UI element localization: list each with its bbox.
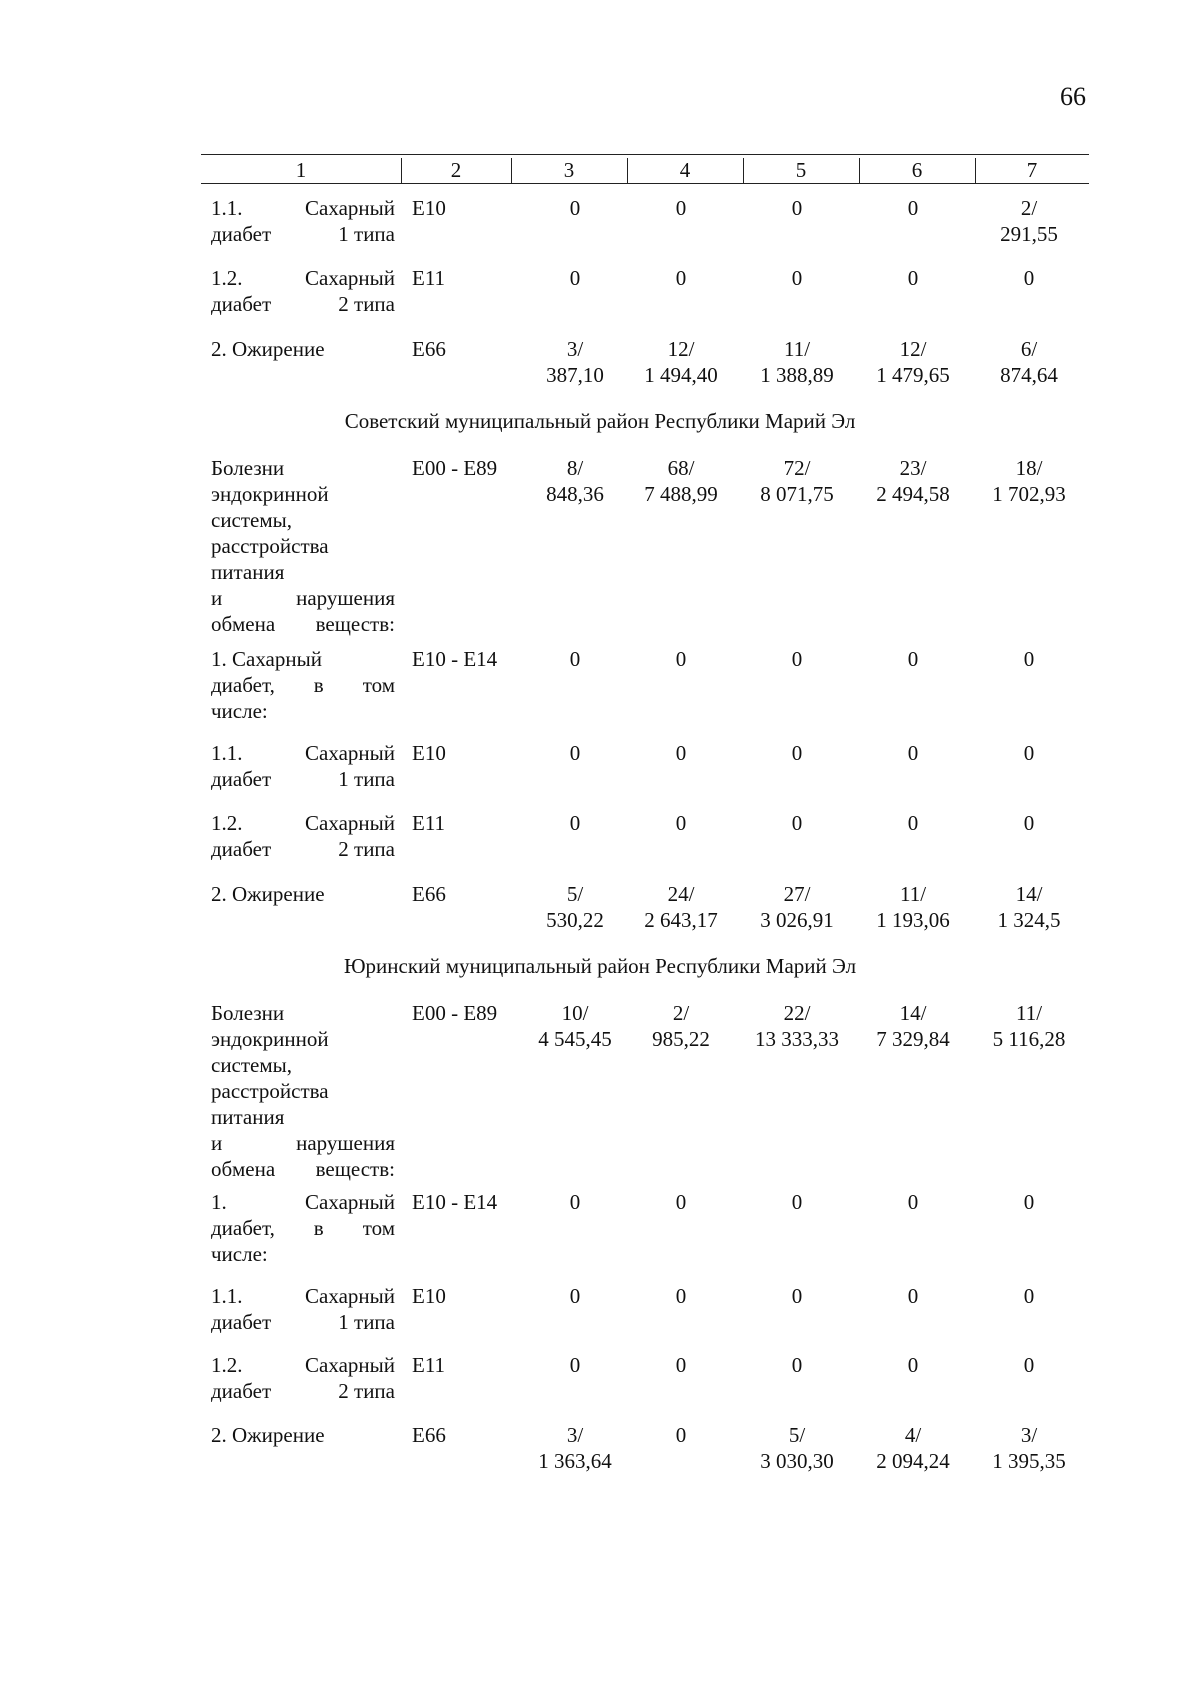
row-code: E10 - E14 xyxy=(412,1190,498,1214)
value-cell xyxy=(517,740,633,766)
header-cell: 1 xyxy=(295,158,307,182)
row-name-word: веществ: xyxy=(315,612,395,636)
value-cell xyxy=(623,810,739,836)
row-name-line xyxy=(211,585,395,611)
value-cell xyxy=(623,1000,739,1052)
value-cell xyxy=(739,740,855,766)
row-name-word: питания xyxy=(211,560,285,584)
row-name-word: 2 типа xyxy=(338,292,395,316)
value-cell xyxy=(855,195,971,221)
value-rate: 1 395,35 xyxy=(992,1449,1066,1473)
value-count: 0 xyxy=(1023,1190,1035,1214)
row-code: E66 xyxy=(412,1423,446,1447)
value-cell xyxy=(739,1422,855,1474)
row-name-word: 2. Ожирение xyxy=(211,337,325,361)
value-count: 0 xyxy=(791,741,803,765)
header-cell: 4 xyxy=(679,158,691,182)
value-cell xyxy=(855,336,971,388)
value-count: 0 xyxy=(791,1190,803,1214)
row-name-word: 1 типа xyxy=(338,1310,395,1334)
value-cell xyxy=(517,265,633,291)
value-cell xyxy=(855,1352,971,1378)
header-divider xyxy=(511,158,512,183)
row-name-line xyxy=(211,1052,395,1078)
value-cell xyxy=(623,1352,739,1378)
value-cell xyxy=(971,455,1087,507)
value-count: 3/ xyxy=(1020,1423,1038,1447)
row-name-word: Болезни xyxy=(211,1001,285,1025)
row-name-line xyxy=(211,221,395,247)
value-cell xyxy=(517,1422,633,1474)
row-name-line xyxy=(211,559,395,585)
row-name-line xyxy=(211,533,395,559)
row-name-word: 1 типа xyxy=(338,767,395,791)
header-top-rule xyxy=(201,154,1089,155)
value-cell xyxy=(971,1283,1087,1309)
value-count: 6/ xyxy=(1020,337,1038,361)
value-cell xyxy=(855,1189,971,1215)
value-rate: 1 363,64 xyxy=(538,1449,612,1473)
row-name-line xyxy=(211,455,395,481)
value-cell xyxy=(739,646,855,672)
value-cell xyxy=(517,646,633,672)
value-count: 0 xyxy=(675,266,687,290)
row-name-word: диабет xyxy=(211,1310,272,1334)
value-cell xyxy=(739,1000,855,1052)
value-cell xyxy=(971,1189,1087,1215)
row-code: E00 - E89 xyxy=(412,456,498,480)
value-count: 0 xyxy=(675,196,687,220)
value-count: 0 xyxy=(791,196,803,220)
value-cell xyxy=(623,265,739,291)
value-rate: 2 094,24 xyxy=(876,1449,950,1473)
row-name xyxy=(211,455,395,637)
row-name-line xyxy=(211,836,395,862)
row-name-line xyxy=(211,1283,395,1309)
value-cell xyxy=(971,1000,1087,1052)
row-name-word: расстройства xyxy=(211,1079,329,1103)
value-count: 4/ xyxy=(904,1423,922,1447)
row-name xyxy=(211,1189,395,1267)
row-name-word: 2 типа xyxy=(338,837,395,861)
row-name-word: 1 типа xyxy=(338,222,395,246)
value-count: 11/ xyxy=(783,337,811,361)
value-cell xyxy=(971,881,1087,933)
value-cell xyxy=(623,646,739,672)
value-cell xyxy=(855,810,971,836)
row-name-word: эндокринной xyxy=(211,1027,329,1051)
value-rate: 985,22 xyxy=(652,1027,710,1051)
value-cell xyxy=(971,1422,1087,1474)
value-cell xyxy=(517,336,633,388)
row-code: E66 xyxy=(412,337,446,361)
row-name-word: в xyxy=(313,673,324,697)
row-name-word: Сахарный xyxy=(305,1284,395,1308)
value-count: 0 xyxy=(907,741,919,765)
value-cell xyxy=(971,646,1087,672)
value-count: 0 xyxy=(791,1353,803,1377)
row-name-line xyxy=(211,1104,395,1130)
header-divider xyxy=(975,158,976,183)
value-count: 0 xyxy=(1023,741,1035,765)
value-count: 0 xyxy=(907,811,919,835)
value-count: 0 xyxy=(569,1190,581,1214)
header-divider xyxy=(401,158,402,183)
row-name-word: числе: xyxy=(211,1242,268,1266)
value-count: 14/ xyxy=(1015,882,1043,906)
row-name-line xyxy=(211,646,395,672)
value-count: 0 xyxy=(1023,647,1035,671)
value-cell xyxy=(971,810,1087,836)
row-name-line xyxy=(211,481,395,507)
value-rate: 1 388,89 xyxy=(760,363,834,387)
row-name-word: веществ: xyxy=(315,1157,395,1181)
value-cell xyxy=(739,195,855,221)
row-name xyxy=(211,646,395,724)
value-cell xyxy=(623,1422,739,1448)
value-count: 0 xyxy=(1023,811,1035,835)
value-cell xyxy=(855,740,971,766)
row-name-word: Сахарный xyxy=(305,811,395,835)
value-cell xyxy=(517,455,633,507)
row-name-word: Сахарный xyxy=(305,1190,395,1214)
row-name-line xyxy=(211,336,395,362)
value-count: 2/ xyxy=(1020,196,1038,220)
row-name-word: Сахарный xyxy=(305,741,395,765)
header-row xyxy=(201,158,1089,182)
header-cell: 6 xyxy=(911,158,923,182)
row-name xyxy=(211,195,395,247)
value-rate: 874,64 xyxy=(1000,363,1058,387)
value-count: 27/ xyxy=(783,882,811,906)
value-count: 12/ xyxy=(667,337,695,361)
value-count: 5/ xyxy=(788,1423,806,1447)
value-count: 0 xyxy=(1023,1284,1035,1308)
value-cell xyxy=(855,1422,971,1474)
row-name-word: в xyxy=(313,1216,324,1240)
value-cell xyxy=(623,336,739,388)
row-name-word: 2. Ожирение xyxy=(211,1423,325,1447)
value-count: 0 xyxy=(907,1284,919,1308)
value-rate: 2 494,58 xyxy=(876,482,950,506)
row-name-word: 1.1. xyxy=(211,741,243,765)
row-name-line xyxy=(211,195,395,221)
header-bottom-rule xyxy=(201,183,1089,184)
row-code: E10 xyxy=(412,741,446,765)
value-cell xyxy=(517,1189,633,1215)
row-name-word: обмена xyxy=(211,1157,276,1181)
value-cell xyxy=(855,1283,971,1309)
value-cell xyxy=(623,1283,739,1309)
row-name-word: обмена xyxy=(211,612,276,636)
header-divider xyxy=(743,158,744,183)
value-cell xyxy=(517,1000,633,1052)
value-count: 68/ xyxy=(667,456,695,480)
row-name-word: том xyxy=(362,1216,395,1240)
row-name-line xyxy=(211,1309,395,1335)
value-cell xyxy=(517,1283,633,1309)
value-cell xyxy=(971,1352,1087,1378)
row-name-word: нарушения xyxy=(296,586,395,610)
value-count: 0 xyxy=(1023,1353,1035,1377)
row-name-line xyxy=(211,698,395,724)
value-cell xyxy=(739,1352,855,1378)
value-count: 23/ xyxy=(899,456,927,480)
value-count: 0 xyxy=(1023,266,1035,290)
value-cell xyxy=(517,810,633,836)
value-count: 0 xyxy=(907,266,919,290)
row-name-word: расстройства xyxy=(211,534,329,558)
value-count: 0 xyxy=(569,1284,581,1308)
value-cell xyxy=(855,455,971,507)
value-count: 11/ xyxy=(899,882,927,906)
row-name xyxy=(211,1352,395,1404)
value-cell xyxy=(855,265,971,291)
value-cell xyxy=(739,810,855,836)
row-name-word: 1.1. xyxy=(211,196,243,220)
value-cell xyxy=(855,646,971,672)
value-count: 0 xyxy=(791,1284,803,1308)
row-name-line xyxy=(211,265,395,291)
value-rate: 7 488,99 xyxy=(644,482,718,506)
row-name xyxy=(211,810,395,862)
row-name-word: диабет, xyxy=(211,1216,275,1240)
row-name-word: и xyxy=(211,586,223,610)
value-count: 12/ xyxy=(899,337,927,361)
value-rate: 1 494,40 xyxy=(644,363,718,387)
value-cell xyxy=(739,336,855,388)
row-name xyxy=(211,881,395,907)
row-name xyxy=(211,740,395,792)
value-cell xyxy=(623,881,739,933)
row-name-word: Сахарный xyxy=(305,1353,395,1377)
row-name-word: эндокринной xyxy=(211,482,329,506)
row-code: E10 xyxy=(412,1284,446,1308)
value-count: 14/ xyxy=(899,1001,927,1025)
value-count: 24/ xyxy=(667,882,695,906)
row-name-line xyxy=(211,881,395,907)
value-count: 0 xyxy=(791,647,803,671)
value-count: 0 xyxy=(675,811,687,835)
row-name-word: 1.2. xyxy=(211,811,243,835)
row-name-word: числе: xyxy=(211,699,268,723)
value-rate: 8 071,75 xyxy=(760,482,834,506)
row-name xyxy=(211,336,395,362)
row-name-word: 1.1. xyxy=(211,1284,243,1308)
value-count: 18/ xyxy=(1015,456,1043,480)
row-name-word: нарушения xyxy=(296,1131,395,1155)
row-name-word: диабет, xyxy=(211,673,275,697)
row-name-line xyxy=(211,1215,395,1241)
row-name-line xyxy=(211,1378,395,1404)
value-rate: 291,55 xyxy=(1000,222,1058,246)
value-count: 0 xyxy=(569,741,581,765)
row-code: E10 xyxy=(412,196,446,220)
row-name xyxy=(211,1000,395,1182)
value-cell xyxy=(623,195,739,221)
value-count: 0 xyxy=(907,1353,919,1377)
header-cell: 2 xyxy=(450,158,462,182)
value-count: 10/ xyxy=(561,1001,589,1025)
section-title: Юринский муниципальный район Республики Марий Эл xyxy=(343,954,857,978)
value-count: 0 xyxy=(675,1423,687,1447)
value-rate: 13 333,33 xyxy=(755,1027,839,1051)
header-divider xyxy=(859,158,860,183)
row-name-word: Сахарный xyxy=(305,196,395,220)
value-count: 3/ xyxy=(566,337,584,361)
value-cell xyxy=(517,195,633,221)
row-name-line xyxy=(211,611,395,637)
row-name-line xyxy=(211,1156,395,1182)
header-cell: 3 xyxy=(563,158,575,182)
value-count: 0 xyxy=(675,1284,687,1308)
value-cell xyxy=(971,336,1087,388)
row-name-line xyxy=(211,291,395,317)
value-rate: 5 116,28 xyxy=(992,1027,1066,1051)
value-count: 0 xyxy=(907,196,919,220)
row-name-line xyxy=(211,1130,395,1156)
value-count: 0 xyxy=(569,1353,581,1377)
value-count: 0 xyxy=(569,196,581,220)
value-count: 0 xyxy=(907,1190,919,1214)
row-code: E11 xyxy=(412,811,446,835)
row-name-word: и xyxy=(211,1131,223,1155)
row-name-line xyxy=(211,1241,395,1267)
row-name xyxy=(211,1283,395,1335)
value-count: 5/ xyxy=(566,882,584,906)
header-cell: 5 xyxy=(795,158,807,182)
row-name-word: системы, xyxy=(211,508,293,532)
value-rate: 1 479,65 xyxy=(876,363,950,387)
value-count: 11/ xyxy=(1015,1001,1043,1025)
row-name-line xyxy=(211,1000,395,1026)
row-name-word: диабет xyxy=(211,292,272,316)
value-count: 0 xyxy=(791,811,803,835)
row-name-line xyxy=(211,507,395,533)
value-count: 0 xyxy=(569,647,581,671)
row-name-line xyxy=(211,1189,395,1215)
row-name-word: диабет xyxy=(211,767,272,791)
row-name-word: питания xyxy=(211,1105,285,1129)
value-cell xyxy=(517,881,633,933)
value-cell xyxy=(739,881,855,933)
row-name-line xyxy=(211,810,395,836)
value-rate: 1 193,06 xyxy=(876,908,950,932)
section-title: Советский муниципальный район Республики Марий Эл xyxy=(344,409,856,433)
value-cell xyxy=(855,881,971,933)
row-name-line xyxy=(211,740,395,766)
value-rate: 1 324,5 xyxy=(997,908,1061,932)
value-cell xyxy=(971,195,1087,247)
header-divider xyxy=(627,158,628,183)
value-rate: 1 702,93 xyxy=(992,482,1066,506)
row-code: E11 xyxy=(412,1353,446,1377)
row-name-word: диабет xyxy=(211,222,272,246)
row-name-word: 1. xyxy=(211,1190,227,1214)
value-rate: 530,22 xyxy=(546,908,604,932)
page-number: 66 xyxy=(1060,82,1086,111)
value-count: 8/ xyxy=(566,456,584,480)
value-count: 0 xyxy=(675,1353,687,1377)
value-cell xyxy=(739,265,855,291)
value-rate: 848,36 xyxy=(546,482,604,506)
value-count: 0 xyxy=(675,741,687,765)
row-code: E10 - E14 xyxy=(412,647,498,671)
row-name-word: 2. Ожирение xyxy=(211,882,325,906)
value-rate: 4 545,45 xyxy=(538,1027,612,1051)
value-cell xyxy=(623,1189,739,1215)
value-count: 22/ xyxy=(783,1001,811,1025)
header-cell: 7 xyxy=(1026,158,1038,182)
value-cell xyxy=(517,1352,633,1378)
row-name-line xyxy=(211,1352,395,1378)
value-count: 2/ xyxy=(672,1001,690,1025)
row-name-line xyxy=(211,1078,395,1104)
value-cell xyxy=(971,740,1087,766)
row-name-word: 1. Сахарный xyxy=(211,647,322,671)
row-name xyxy=(211,265,395,317)
value-count: 0 xyxy=(907,647,919,671)
value-cell xyxy=(855,1000,971,1052)
value-count: 0 xyxy=(675,1190,687,1214)
row-name-word: Болезни xyxy=(211,456,285,480)
row-name-word: диабет xyxy=(211,1379,272,1403)
row-name-word: 1.2. xyxy=(211,1353,243,1377)
value-cell xyxy=(739,1283,855,1309)
value-count: 72/ xyxy=(783,456,811,480)
value-count: 0 xyxy=(569,266,581,290)
value-count: 0 xyxy=(569,811,581,835)
row-name-line xyxy=(211,766,395,792)
row-name-word: диабет xyxy=(211,837,272,861)
value-cell xyxy=(623,455,739,507)
value-count: 0 xyxy=(675,647,687,671)
row-name-word: Сахарный xyxy=(305,266,395,290)
row-name-word: системы, xyxy=(211,1053,293,1077)
row-code: E11 xyxy=(412,266,446,290)
value-cell xyxy=(623,740,739,766)
row-name-line xyxy=(211,672,395,698)
value-rate: 2 643,17 xyxy=(644,908,718,932)
value-rate: 3 026,91 xyxy=(760,908,834,932)
value-rate: 387,10 xyxy=(546,363,604,387)
row-code: E66 xyxy=(412,882,446,906)
row-name-line xyxy=(211,1026,395,1052)
row-name-word: 2 типа xyxy=(338,1379,395,1403)
value-cell xyxy=(739,455,855,507)
value-rate: 3 030,30 xyxy=(760,1449,834,1473)
value-count: 3/ xyxy=(566,1423,584,1447)
value-cell xyxy=(971,265,1087,291)
row-name-word: 1.2. xyxy=(211,266,243,290)
value-cell xyxy=(739,1189,855,1215)
row-code: E00 - E89 xyxy=(412,1001,498,1025)
row-name xyxy=(211,1422,395,1448)
row-name-word: том xyxy=(362,673,395,697)
value-count: 0 xyxy=(791,266,803,290)
value-rate: 7 329,84 xyxy=(876,1027,950,1051)
row-name-line xyxy=(211,1422,395,1448)
